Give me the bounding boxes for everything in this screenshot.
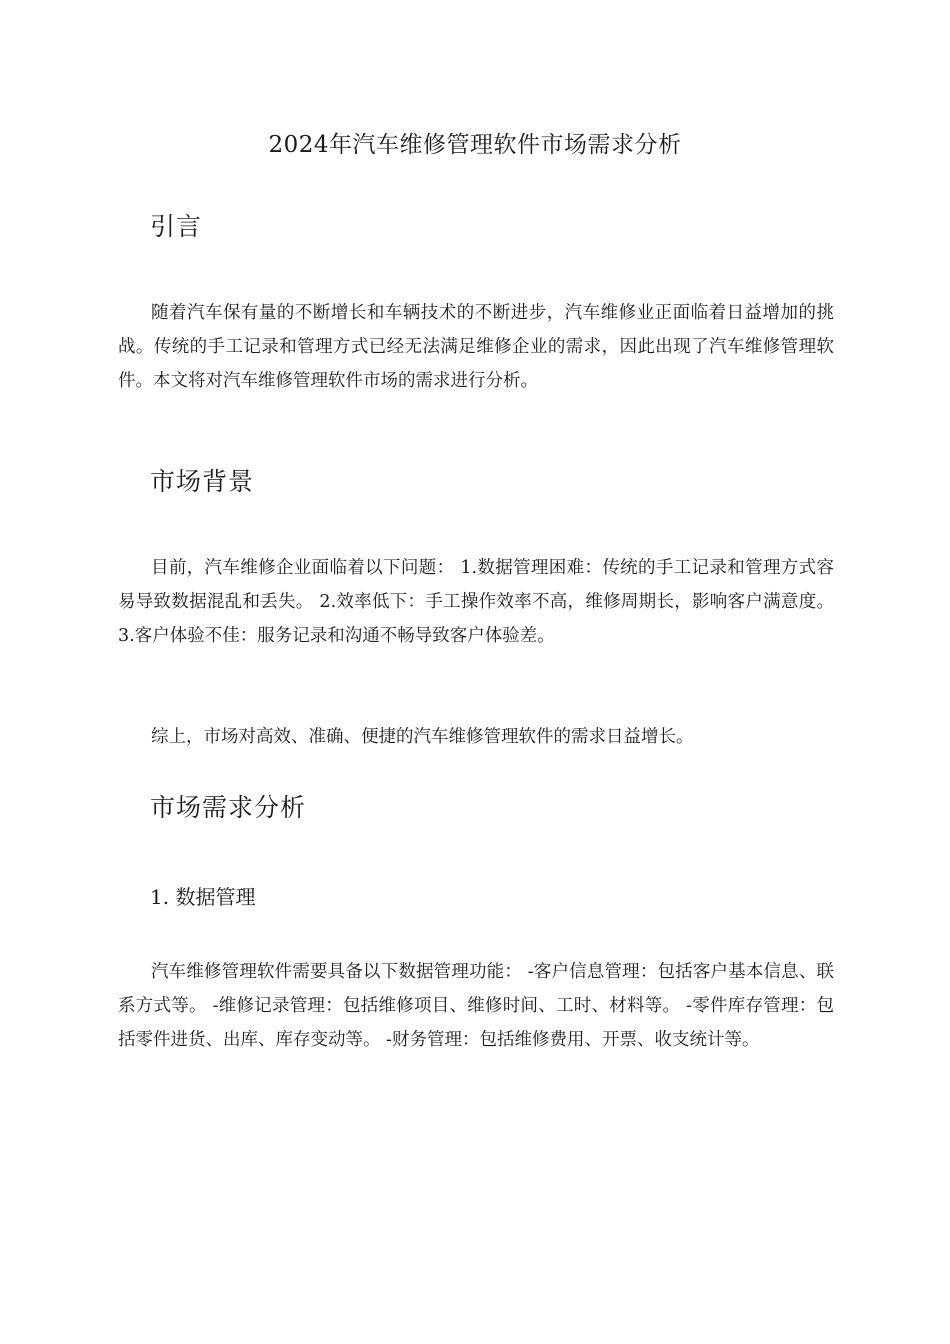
market-summary-paragraph: 综上，市场对高效、准确、便捷的汽车维修管理软件的需求日益增长。 xyxy=(151,727,694,747)
document-title: 2024年汽车维修管理软件市场需求分析 xyxy=(268,132,682,158)
subheading-data-management: 1. 数据管理 xyxy=(150,885,256,909)
data-management-paragraph: 汽车维修管理软件需要具备以下数据管理功能： -客户信息管理：包括客户基本信息、联系方式等。 -维修记录管理：包括维修项目、维修时间、工时、材料等。 -零件库存管理：包括零件进货、出库、库存变动等。 -财务管理：包括维修费用、开票、收支统计等。 xyxy=(118,962,834,1050)
introduction-paragraph: 随着汽车保有量的不断增长和车辆技术的不断进步，汽车维修业正面临着日益增加的挑战。传统的手工记录和管理方式已经无法满足维修企业的需求，因此出现了汽车维修管理软件。本文将对汽车维修管理软件市场的需求进行分析。 xyxy=(118,303,834,391)
section-heading-demand-analysis: 市场需求分析 xyxy=(150,793,307,822)
section-heading-introduction: 引言 xyxy=(150,212,203,241)
market-background-paragraph: 目前，汽车维修企业面临着以下问题： 1.数据管理困难：传统的手工记录和管理方式容易导致数据混乱和丢失。 2.效率低下：手工操作效率不高，维修周期长，影响客户满意度。 3.客户体验不佳：服务记录和沟通不畅导致客户体验差。 xyxy=(118,558,834,646)
section-heading-market-background: 市场背景 xyxy=(150,467,255,496)
